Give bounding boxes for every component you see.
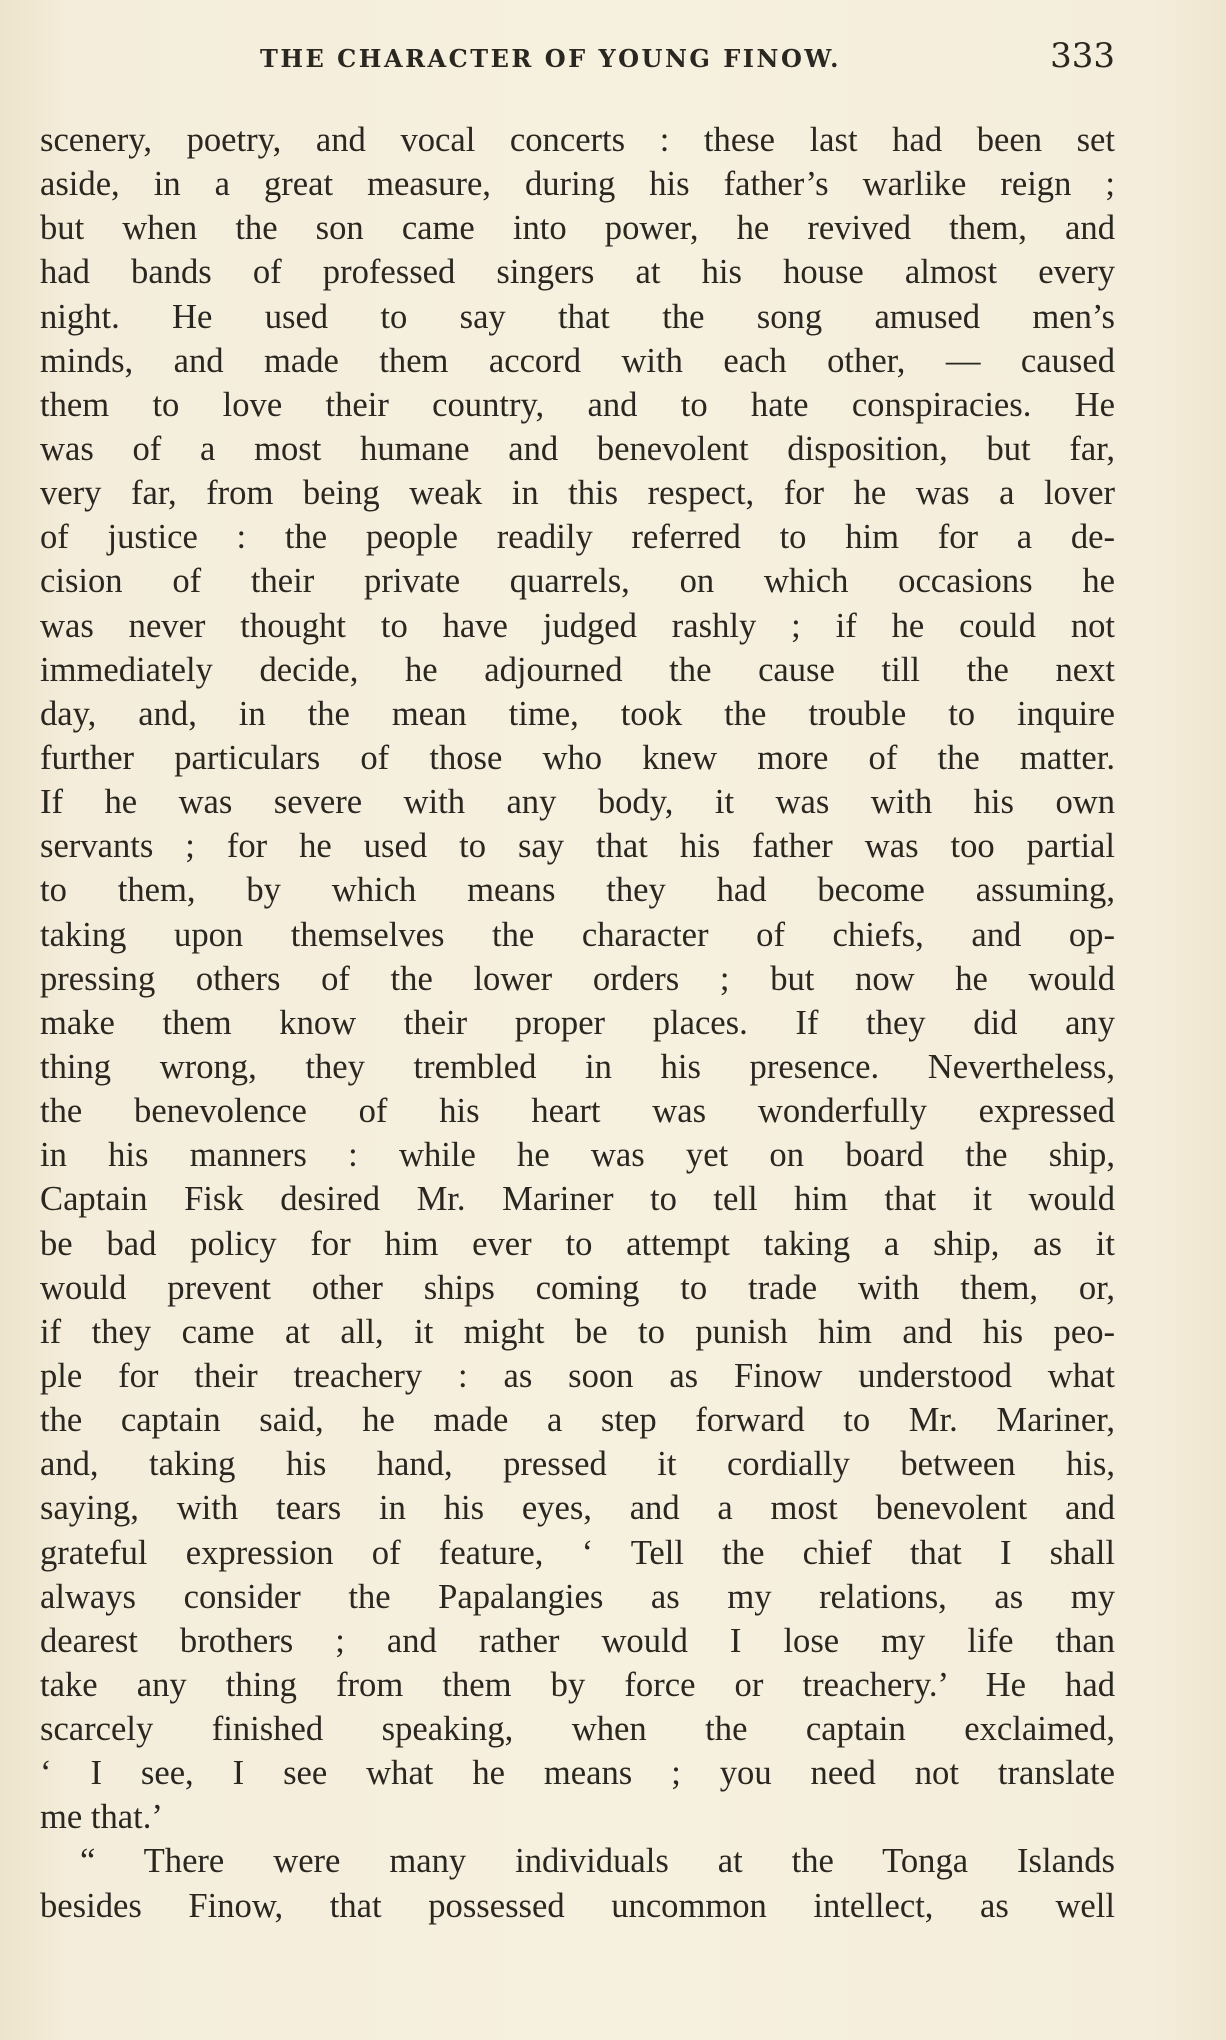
text-line: day, and, in the mean time, took the trouble to inquire [40, 694, 1115, 733]
text-line: in his manners : while he was yet on board the ship, [40, 1136, 1115, 1175]
text-line: night. He used to say that the song amused men’s [40, 297, 1115, 336]
text-line: thing wrong, they trembled in his presence. Nevertheless, [40, 1047, 1115, 1086]
text-line: had bands of professed singers at his house almost every [40, 253, 1115, 292]
text-line: Captain Fisk desired Mr. Mariner to tell him that it would [40, 1180, 1115, 1219]
paragraph [40, 118, 1115, 1839]
text-line: me that.’ [40, 1798, 163, 1837]
text-line: If he was severe with any body, it was with his own [40, 783, 1115, 822]
text-line: servants ; for he used to say that his father was too partial [40, 827, 1115, 866]
text-line: take any thing from them by force or treachery.’ He had [40, 1665, 1115, 1704]
text-line: was of a most humane and benevolent disposition, but far, [40, 429, 1115, 468]
text-line: minds, and made them accord with each other, — caused [40, 341, 1115, 380]
text-line: immediately decide, he adjourned the cause till the next [40, 650, 1115, 689]
text-line: them to love their country, and to hate conspiracies. He [40, 385, 1115, 424]
text-line: the captain said, he made a step forward to Mr. Mariner, [40, 1401, 1115, 1440]
text-line: scarcely finished speaking, when the captain exclaimed, [40, 1710, 1115, 1749]
text-line: besides Finow, that possessed uncommon intellect, as well [40, 1886, 1115, 1925]
text-line: the benevolence of his heart was wonderfully expressed [40, 1092, 1115, 1131]
text-line: ‘ I see, I see what he means ; you need not translate [40, 1754, 1115, 1793]
running-title: THE CHARACTER OF YOUNG FINOW. [260, 44, 841, 73]
text-line: to them, by which means they had become assuming, [40, 871, 1115, 910]
text-line: further particulars of those who knew more of the matter. [40, 738, 1115, 777]
text-line: pressing others of the lower orders ; but now he would [40, 959, 1115, 998]
text-line: dearest brothers ; and rather would I lose my life than [40, 1621, 1115, 1660]
text-line: grateful expression of feature, ‘ Tell the chief that I shall [40, 1533, 1115, 1572]
page-number: 333 [1050, 36, 1115, 76]
text-line: scenery, poetry, and vocal concerts : these last had been set [40, 121, 1115, 159]
paragraph [40, 1839, 1115, 1927]
text-line: very far, from being weak in this respect, for he was a lover [40, 474, 1115, 513]
text-line: was never thought to have judged rashly ; if he could not [40, 606, 1115, 645]
text-line: be bad policy for him ever to attempt taking a ship, as it [40, 1224, 1115, 1263]
text-line: taking upon themselves the character of chiefs, and op- [40, 915, 1115, 954]
text-line: “ There were many individuals at the Tonga Islands [80, 1842, 1115, 1881]
text-line: saying, with tears in his eyes, and a most benevolent and [40, 1489, 1115, 1528]
text-line: if they came at all, it might be to punish him and his peo- [40, 1312, 1115, 1351]
text-line: make them know their proper places. If they did any [40, 1003, 1115, 1042]
text-line: aside, in a great measure, during his father’s warlike reign ; [40, 165, 1115, 204]
text-line: and, taking his hand, pressed it cordially between his, [40, 1445, 1115, 1484]
body-text [40, 118, 1115, 1928]
running-head [40, 36, 1115, 76]
text-line: ple for their treachery : as soon as Finow understood what [40, 1356, 1115, 1395]
text-line: would prevent other ships coming to trade with them, or, [40, 1268, 1115, 1307]
text-line: always consider the Papalangies as my relations, as my [40, 1577, 1115, 1616]
text-line: but when the son came into power, he revived them, and [40, 209, 1115, 248]
text-line: of justice : the people readily referred to him for a de- [40, 518, 1115, 557]
text-line: cision of their private quarrels, on which occasions he [40, 562, 1115, 601]
